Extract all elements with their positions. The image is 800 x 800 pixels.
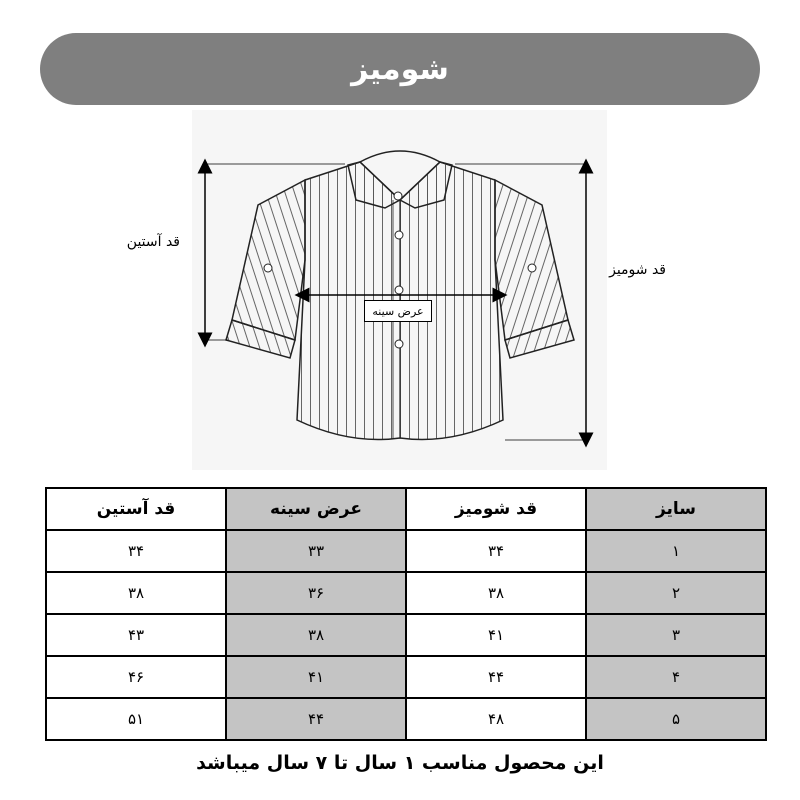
header-chest-width: عرض سینه bbox=[226, 488, 406, 530]
cell-size: ۱ bbox=[586, 530, 766, 572]
header-sleeve-length: قد آستین bbox=[46, 488, 226, 530]
age-range-note: این محصول مناسب ۱ سال تا ۷ سال میباشد bbox=[196, 752, 604, 774]
cell-size: ۵ bbox=[586, 698, 766, 740]
cell-sleeve-length: ۳۴ bbox=[46, 530, 226, 572]
cell-shirt-length: ۳۴ bbox=[406, 530, 586, 572]
cell-size: ۴ bbox=[586, 656, 766, 698]
header-size: سایز bbox=[586, 488, 766, 530]
chest-width-label: عرض سینه bbox=[364, 300, 432, 322]
page-title: شومیز bbox=[351, 51, 449, 87]
cell-shirt-length: ۴۴ bbox=[406, 656, 586, 698]
shirt-length-label: قد شومیز bbox=[609, 262, 666, 278]
sleeve-length-label: قد آستین bbox=[126, 234, 180, 250]
cell-sleeve-length: ۴۶ bbox=[46, 656, 226, 698]
cell-sleeve-length: ۵۱ bbox=[46, 698, 226, 740]
cell-sleeve-length: ۳۸ bbox=[46, 572, 226, 614]
table-row bbox=[46, 698, 766, 740]
size-table bbox=[45, 487, 767, 741]
cell-shirt-length: ۳۸ bbox=[406, 572, 586, 614]
table-row bbox=[46, 530, 766, 572]
header-shirt-length: قد شومیز bbox=[406, 488, 586, 530]
cell-shirt-length: ۴۸ bbox=[406, 698, 586, 740]
cell-sleeve-length: ۴۳ bbox=[46, 614, 226, 656]
cell-chest-width: ۴۴ bbox=[226, 698, 406, 740]
cell-chest-width: ۳۳ bbox=[226, 530, 406, 572]
cell-chest-width: ۳۶ bbox=[226, 572, 406, 614]
table-row bbox=[46, 614, 766, 656]
cell-size: ۲ bbox=[586, 572, 766, 614]
table-row bbox=[46, 572, 766, 614]
cell-chest-width: ۳۸ bbox=[226, 614, 406, 656]
cell-chest-width: ۴۱ bbox=[226, 656, 406, 698]
table-header-row bbox=[46, 488, 766, 530]
cell-size: ۳ bbox=[586, 614, 766, 656]
table-row bbox=[46, 656, 766, 698]
cell-shirt-length: ۴۱ bbox=[406, 614, 586, 656]
